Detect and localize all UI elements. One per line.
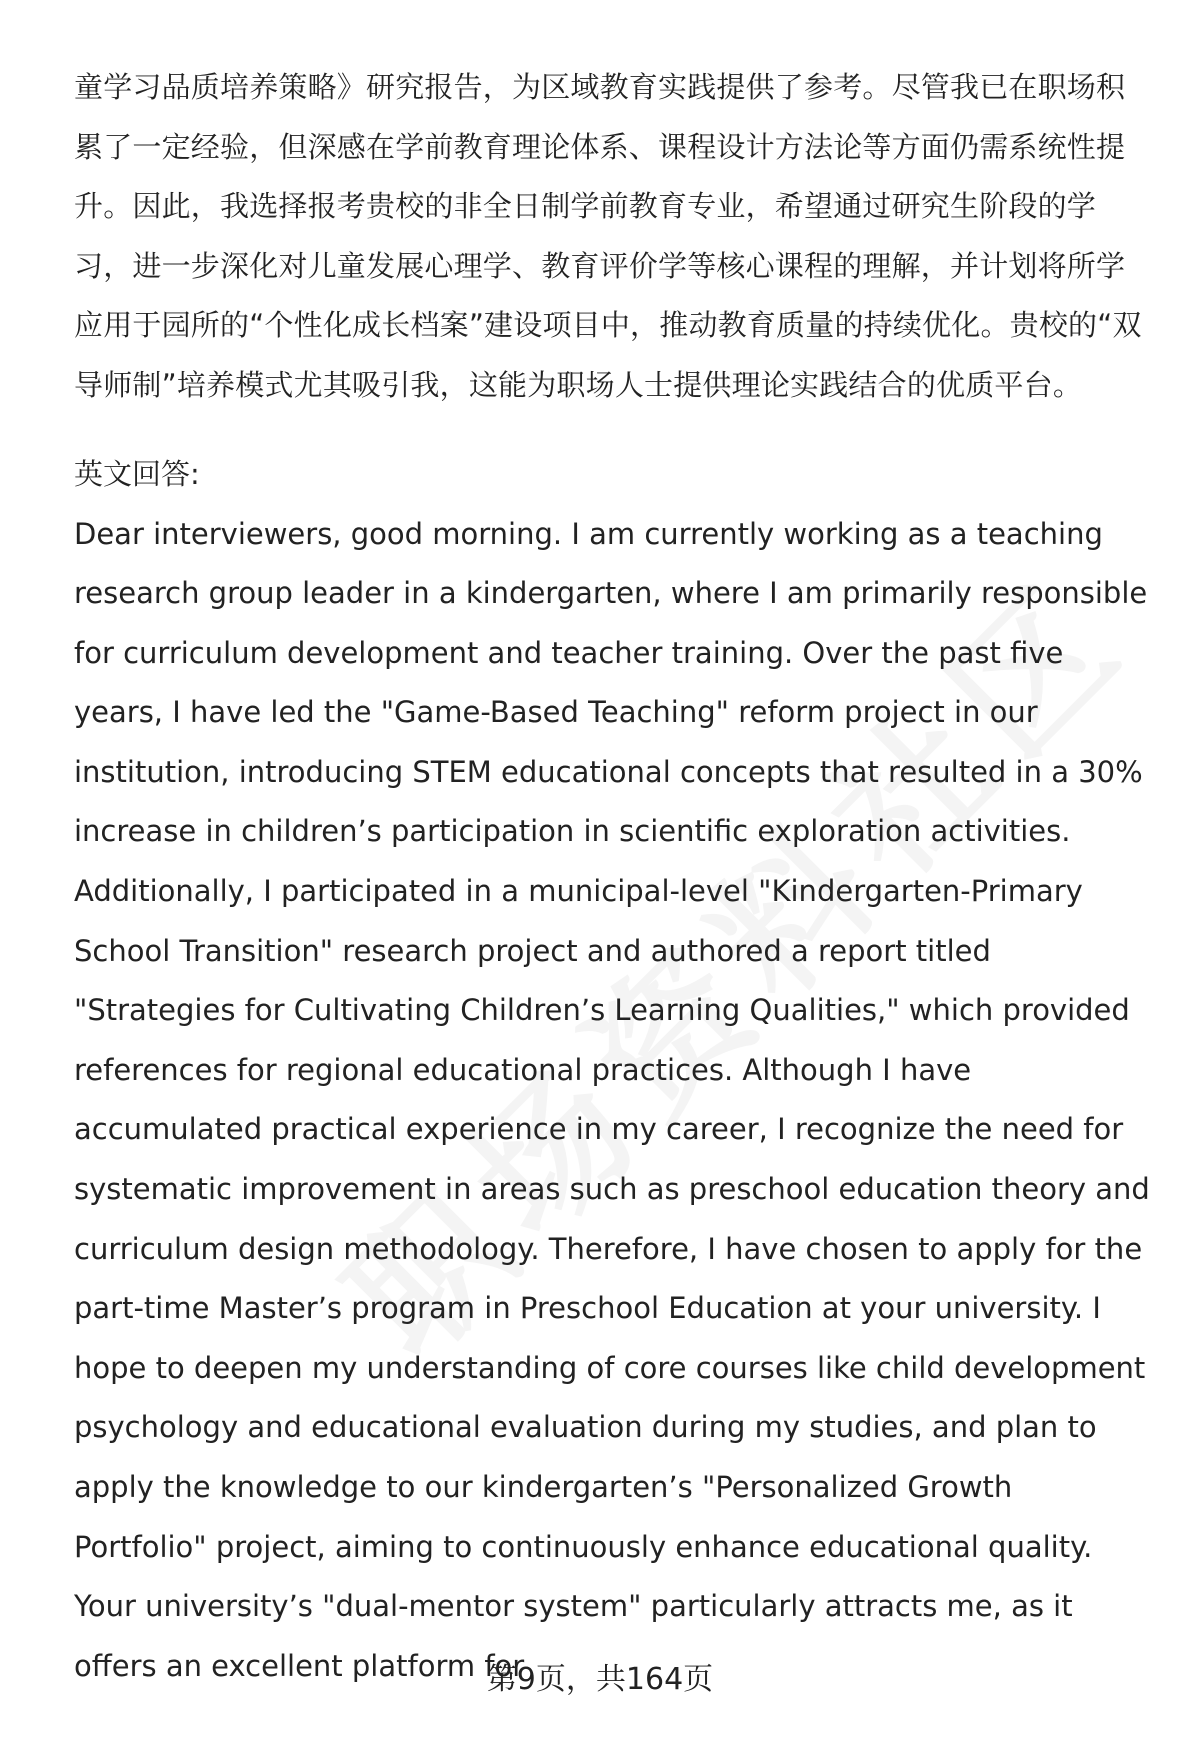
chinese-paragraph: 童学习品质培养策略》研究报告，为区域教育实践提供了参考。尽管我已在职场积累了一定经验，但深感在学前教育理论体系、课程设计方法论等方面仍需系统性提升。因此，我选择报考贵校的非全日制学前教育专业，希望通过研究生阶段的学习，进一步深化对儿童发展心理学、教育评价学等核心课程的理解，并计划将所学应用于园所的“个性化成长档案”建设项目中，推动教育质量的持续优化。贵校的“双导师制”培养模式尤其吸引我，这能为职场人士提供理论实践结合的优质平台。 <box>74 70 1142 402</box>
page-indicator: 第9页，共164页 <box>486 1662 714 1697</box>
english-answer-label: 英文回答: <box>74 457 200 491</box>
document-body <box>74 58 1154 1696</box>
english-paragraph: Dear interviewers, good morning. I am currently working as a teaching research group leader in a kindergarten, where I am primarily responsible for curriculum development and teacher training. Over the past five years, I have led the "Game-Based Teaching" reform project in our institution, introducing STEM educational concepts that resulted in a 30% increase in children’s participation in scientific exploration activities. Additionally, I participated in a municipal-level "Kindergarten-Primary School Transition" research project and authored a report titled "Strategies for Cultivating Children’s Learning Qualities," which provided references for regional educational practices. Although I have accumulated practical experience in my career, I recognize the need for systematic improvement in areas such as preschool education theory and curriculum design methodology. Therefore, I have chosen to apply for the part-time Master’s program in Preschool Education at your university. I hope to deepen my understanding of core courses like child development psychology and educational evaluation during my studies, and plan to apply the knowledge to our kindergarten’s "Personalized Growth Portfolio" project, aiming to continuously enhance educational quality. Your university’s "dual-mentor system" particularly attracts me, as it offers an excellent platform for <box>74 516 1150 1683</box>
